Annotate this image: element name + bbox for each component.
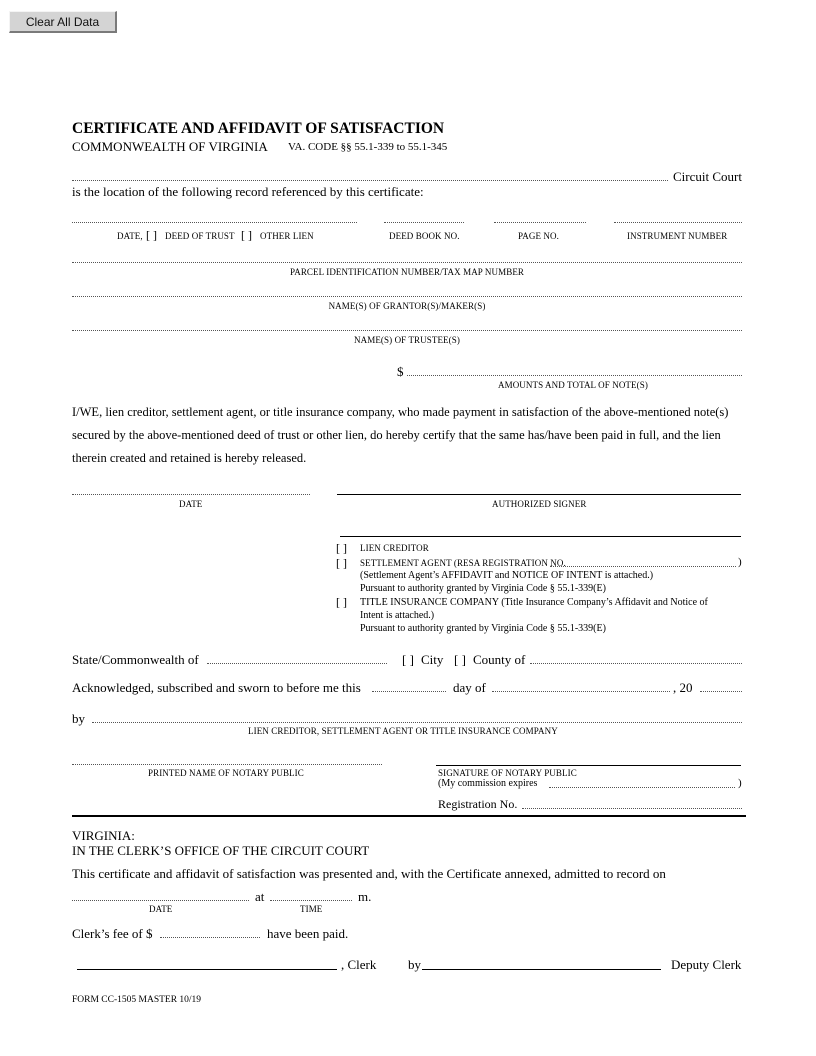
signature-date-label: DATE [179,499,203,509]
ack-year-field[interactable] [700,691,742,692]
title-company-label-cont: Intent is attached.) [360,610,435,621]
notary-signature-label: SIGNATURE OF NOTARY PUBLIC [438,768,577,778]
resa-close-paren: ) [738,556,742,568]
recorded-date-label: DATE [149,904,173,914]
ack-day-field[interactable] [372,691,446,692]
record-date-field[interactable] [72,222,357,223]
signer-name-line[interactable] [340,536,741,537]
deputy-clerk-signature-line[interactable] [422,969,661,970]
state-field[interactable] [207,663,387,664]
commission-label: (My commission expires [438,778,538,789]
year-prefix: , 20 [673,680,693,695]
deputy-clerk-label: Deputy Clerk [671,957,742,972]
trustee-label: NAME(S) OF TRUSTEE(S) [354,335,460,345]
settlement-attachment-note: (Settlement Agent’s AFFIDAVIT and NOTICE OF INTENT is attached.) [360,570,654,581]
grantor-label: NAME(S) OF GRANTOR(S)/MAKER(S) [328,301,486,311]
trustee-field[interactable] [72,330,742,331]
va-code-reference: VA. CODE §§ 55.1-339 to 55.1-345 [288,141,448,153]
amount-field[interactable] [407,375,742,376]
form-title: CERTIFICATE AND AFFIDAVIT OF SATISFACTION [72,120,445,137]
commission-expires-field[interactable] [549,787,735,788]
circuit-court-field[interactable] [72,180,668,181]
title-company-checkbox[interactable]: [ ] [336,595,347,609]
at-label: at [255,889,265,904]
acknowledged-label: Acknowledged, subscribed and sworn to before me this [72,680,361,695]
recorded-time-label: TIME [300,904,323,914]
county-checkbox[interactable]: [ ] [454,652,466,667]
county-label: County of [473,652,526,667]
lien-creditor-label: LIEN CREDITOR [360,543,429,553]
authorized-signer-line[interactable] [337,494,741,495]
acknowledged-by-label: LIEN CREDITOR, SETTLEMENT AGENT OR TITLE INSURANCE COMPANY [248,726,558,736]
commonwealth-heading: COMMONWEALTH OF VIRGINIA [72,139,268,154]
grantor-field[interactable] [72,296,742,297]
state-label: State/Commonwealth of [72,652,199,667]
registration-label: Registration No. [438,797,518,811]
instrument-number-field[interactable] [614,222,742,223]
notary-signature-line[interactable] [436,765,741,766]
amounts-label: AMOUNTS AND TOTAL OF NOTE(S) [498,380,648,390]
m-label: m. [358,889,372,904]
clerk-fee-field[interactable] [160,937,260,938]
deputy-by-label: by [408,957,421,972]
title-authority-note: Pursuant to authority granted by Virginia Code § 55.1-339(E) [360,623,606,634]
date-label: DATE, [117,231,143,241]
clerk-signature-line[interactable] [77,969,337,970]
clerk-office-heading: IN THE CLERK’S OFFICE OF THE CIRCUIT COURT [72,843,370,858]
page-number-field[interactable] [494,222,586,223]
other-lien-label: OTHER LIEN [260,231,314,241]
city-checkbox[interactable]: [ ] [402,652,414,667]
deed-book-label: DEED BOOK NO. [389,231,460,241]
by-label: by [72,711,85,726]
deed-of-trust-checkbox[interactable]: [ ] [146,228,157,242]
section-divider [72,815,746,817]
resa-registration-field[interactable] [550,566,736,567]
notary-printed-name-field[interactable] [72,764,382,765]
clerk-fee-prefix: Clerk’s fee of $ [72,926,153,941]
settlement-agent-label: SETTLEMENT AGENT (RESA REGISTRATION NO. [360,558,566,568]
commission-close-paren: ) [738,777,742,789]
registration-number-field[interactable] [522,808,742,809]
ack-month-field[interactable] [492,691,670,692]
presented-statement: This certificate and affidavit of satisfaction was presented and, with the Certificate annexed, admitted to record on [72,866,666,881]
deed-of-trust-label: DEED OF TRUST [165,231,235,241]
clerk-label: , Clerk [341,957,377,972]
signature-date-field[interactable] [72,494,310,495]
instrument-number-label: INSTRUMENT NUMBER [627,231,728,241]
city-label: City [421,652,444,667]
deed-book-field[interactable] [384,222,464,223]
form-number: FORM CC-1505 MASTER 10/19 [72,995,202,1005]
settlement-agent-checkbox[interactable]: [ ] [336,556,347,570]
other-lien-checkbox[interactable]: [ ] [241,228,252,242]
location-statement: is the location of the following record referenced by this certificate: [72,184,424,199]
clerk-fee-suffix: have been paid. [267,926,349,941]
authorized-signer-label: AUTHORIZED SIGNER [492,499,587,509]
parcel-number-field[interactable] [72,262,742,263]
parcel-label: PARCEL IDENTIFICATION NUMBER/TAX MAP NUMBER [289,267,525,277]
certification-statement: I/WE, lien creditor, settlement agent, or title insurance company, who made payment in satisfaction of the above-mentioned note(s) secured by the above-mentioned deed of trust or other lien, do hereby certify that the same has/have been paid in full, and the lien therein created and retained is hereby released. [72,405,729,465]
page-number-label: PAGE NO. [518,231,559,241]
recorded-time-field[interactable] [270,900,352,901]
county-field[interactable] [530,663,742,664]
notary-printed-name-label: PRINTED NAME OF NOTARY PUBLIC [148,768,304,778]
virginia-heading: VIRGINIA: [72,828,135,843]
day-of-label: day of [453,680,486,695]
lien-creditor-checkbox[interactable]: [ ] [336,541,347,555]
dollar-sign: $ [397,364,404,379]
acknowledged-by-field[interactable] [92,722,742,723]
clear-all-data-button[interactable]: Clear All Data [9,11,117,33]
title-company-label: TITLE INSURANCE COMPANY (Title Insurance Company’s Affidavit and Notice of [360,597,708,608]
recorded-date-field[interactable] [72,900,249,901]
settlement-authority-note: Pursuant to authority granted by Virginia Code § 55.1-339(E) [360,583,606,594]
circuit-court-label: Circuit Court [673,169,742,184]
